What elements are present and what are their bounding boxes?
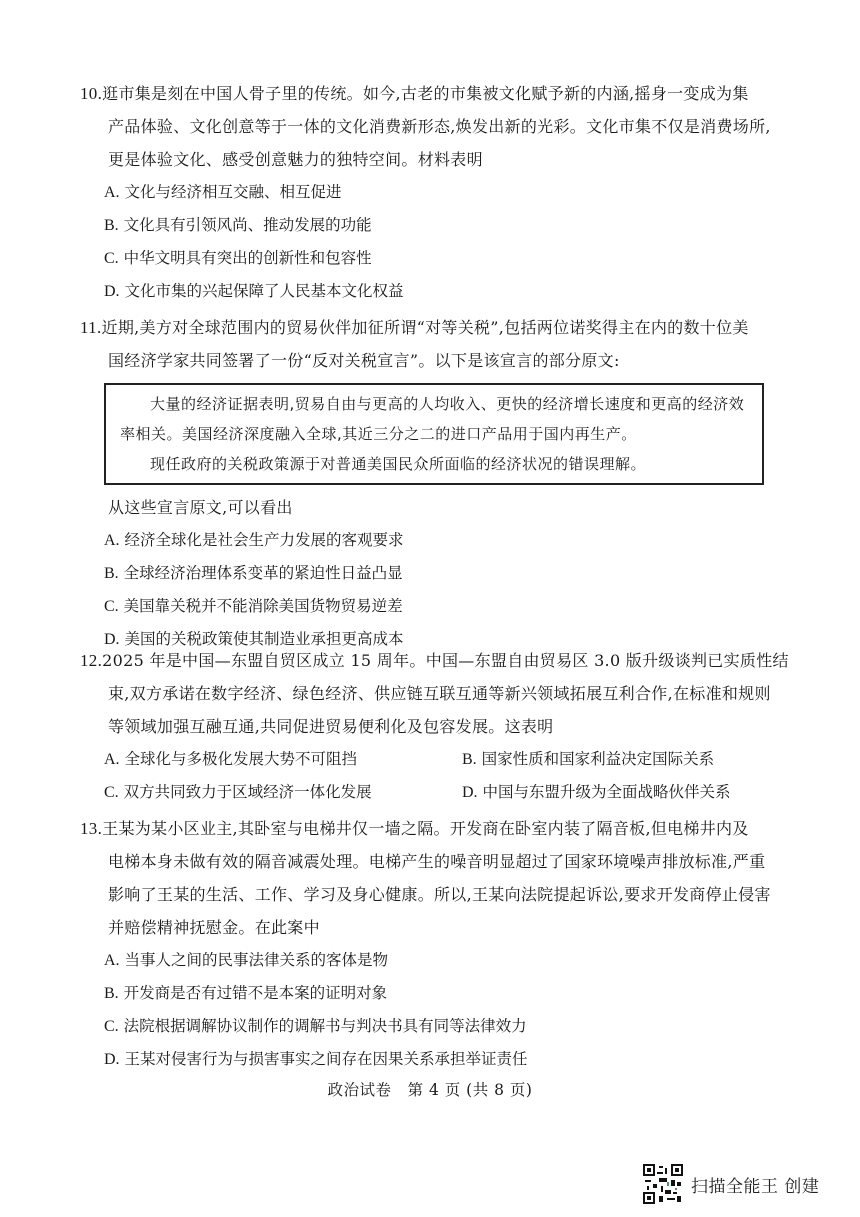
option-b: B. 文化具有引领风尚、推动发展的功能 <box>104 216 372 234</box>
question-10 <box>80 77 796 308</box>
question-stem <box>80 311 796 344</box>
option-b: B. 开发商是否有过错不是本案的证明对象 <box>104 984 388 1002</box>
option-b: B. 全球经济治理体系变革的紧迫性日益凸显 <box>104 564 403 582</box>
option-c: C. 双方共同致力于区域经济一体化发展 <box>104 783 372 801</box>
option-a: A. 经济全球化是社会生产力发展的客观要求 <box>104 531 404 549</box>
stem-line: 产品体验、文化创意等于一体的文化消费新形态,焕发出新的光彩。文化市集不仅是消费场所, <box>108 117 771 136</box>
stem-line: 影响了王某的生活、工作、学习及身心健康。所以,王某向法院提起诉讼,要求开发商停止侵害 <box>108 885 771 904</box>
option-a: A. 全球化与多极化发展大势不可阻挡 <box>104 750 358 768</box>
stem-line: 逛市集是刻在中国人骨子里的传统。如今,古老的市集被文化赋予新的内涵,摇身一变成为集 <box>102 84 749 103</box>
question-11 <box>80 311 796 656</box>
page-footer: 政治试卷 第 4 页 (共 8 页) <box>327 1081 533 1099</box>
option-a: A. 文化与经济相互交融、相互促进 <box>104 183 342 201</box>
stem-line: 2025 年是中国—东盟自贸区成立 15 周年。中国—东盟自由贸易区 3.0 版升级谈判已实质性结 <box>102 651 789 670</box>
stem-line: 等领域加强互融互通,共同促进贸易便利化及包容发展。这表明 <box>108 717 554 736</box>
option-d: D. 王某对侵害行为与损害事实之间存在因果关系承担举证责任 <box>104 1050 528 1068</box>
question-number: 11. <box>80 318 102 337</box>
stem-line: 电梯本身未做有效的隔音减震处理。电梯产生的噪音明显超过了国家环境噪声排放标准,严重 <box>108 852 766 871</box>
question-stem <box>80 77 796 110</box>
option-c: C. 美国靠关税并不能消除美国货物贸易逆差 <box>104 597 403 615</box>
question-prompt: 从这些宣言原文,可以看出 <box>108 498 293 517</box>
question-12 <box>80 644 796 809</box>
quote-paragraph: 现任政府的关税政策源于对普通美国民众所面临的经济状况的错误理解。 <box>150 455 647 473</box>
stem-line: 国经济学家共同签署了一份“反对关税宣言”。以下是该宣言的部分原文: <box>108 351 620 370</box>
stem-line: 近期,美方对全球范围内的贸易伙伴加征所谓“对等关税”,包括两位诺奖得主在内的数十位美 <box>101 318 749 337</box>
qr-code-icon <box>643 1164 683 1204</box>
scanner-watermark <box>643 1163 819 1205</box>
stem-line: 更是体验文化、感受创意魅力的独特空间。材料表明 <box>108 150 483 169</box>
option-c: C. 法院根据调解协议制作的调解书与判决书具有同等法律效力 <box>104 1017 527 1035</box>
options-row <box>80 743 796 776</box>
option-c: C. 中华文明具有突出的创新性和包容性 <box>104 249 372 267</box>
question-number: 10. <box>80 84 103 103</box>
option-a: A. 当事人之间的民事法律关系的客体是物 <box>104 951 389 969</box>
stem-line: 王某为某小区业主,其卧室与电梯井仅一墙之隔。开发商在卧室内装了隔音板,但电梯井内及 <box>102 819 749 838</box>
option-d: D. 文化市集的兴起保障了人民基本文化权益 <box>104 282 404 300</box>
question-stem <box>80 812 796 845</box>
stem-line: 并赔偿精神抚慰金。在此案中 <box>108 918 320 937</box>
question-stem <box>80 644 796 677</box>
options-row <box>80 776 796 809</box>
option-d: D. 中国与东盟升级为全面战略伙伴关系 <box>462 783 731 801</box>
watermark-text: 扫描全能王 创建 <box>691 1176 820 1197</box>
question-number: 13. <box>80 819 103 838</box>
stem-line: 束,双方承诺在数字经济、绿色经济、供应链互联互通等新兴领域拓展互利合作,在标准和规则 <box>108 684 771 703</box>
option-d: D. 美国的关税政策使其制造业承担更高成本 <box>104 630 404 648</box>
question-number: 12. <box>80 651 103 670</box>
question-13 <box>80 812 796 1076</box>
quote-paragraph: 大量的经济证据表明,贸易自由与更高的人均收入、更快的经济增长速度和更高的经济效率相关。美国经济深度融入全球,其近三分之二的进口产品用于国内再生产。 <box>120 395 745 443</box>
option-b: B. 国家性质和国家利益决定国际关系 <box>462 750 715 768</box>
declaration-excerpt-box <box>104 383 764 485</box>
